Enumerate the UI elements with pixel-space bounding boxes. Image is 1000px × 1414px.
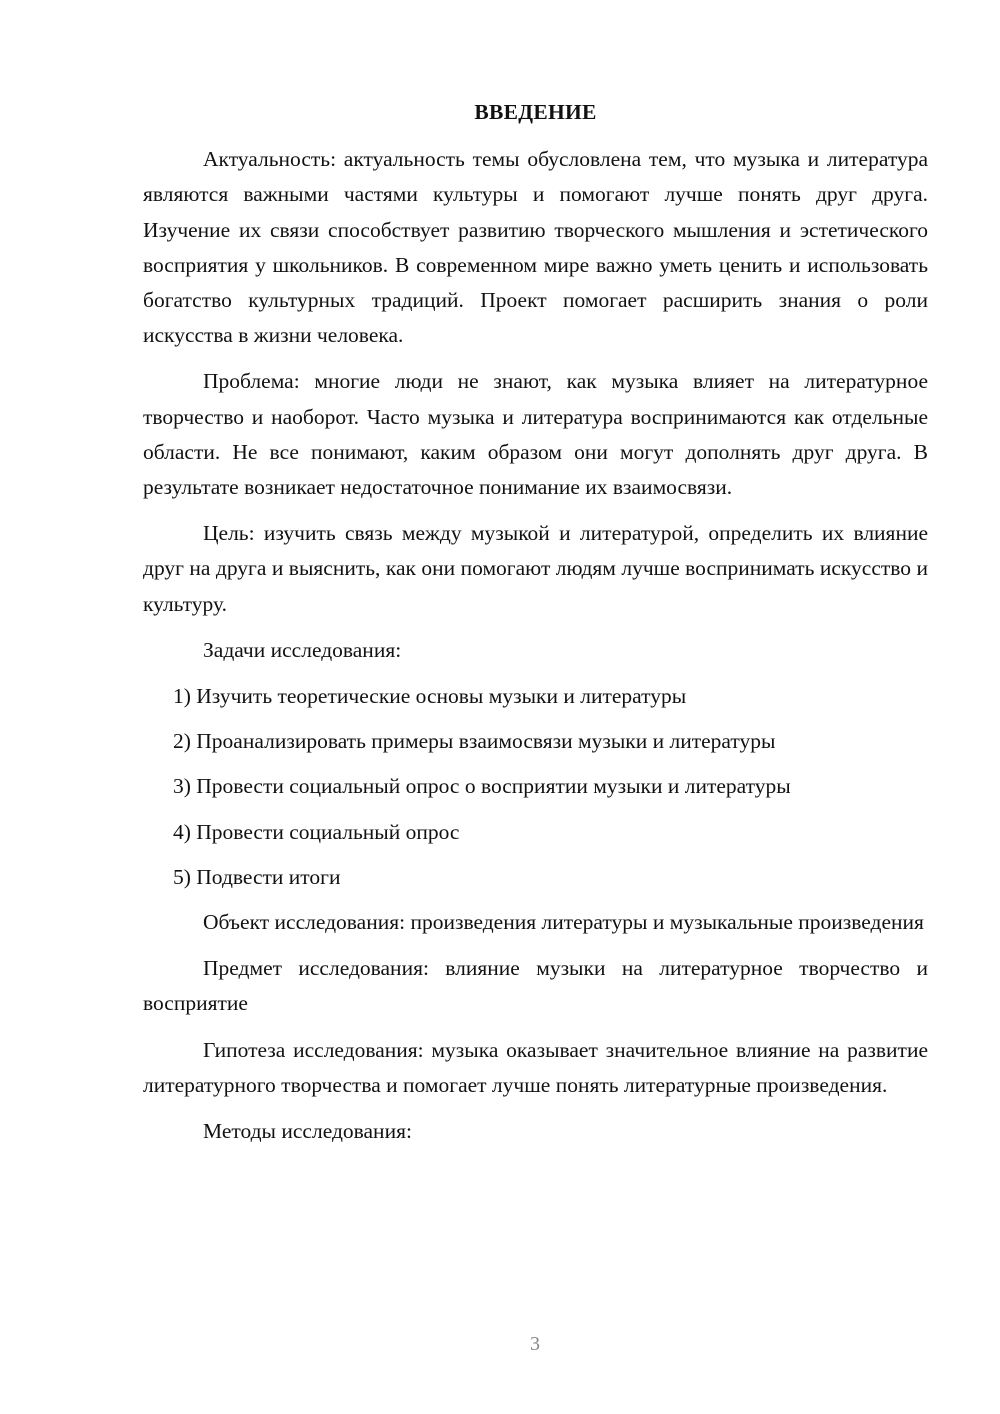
tasks-heading: Задачи исследования: — [203, 637, 402, 662]
task-item: 2) Проанализировать примеры взаимосвязи музыки и литературы — [173, 729, 776, 754]
relevance-paragraph: Актуальность: актуальность темы обусловлена тем, что музыка и литература являются важными частями культуры и помогают лучше понять друг друга. Изучение их связи способствует развитию творческого мышления и эстетического восприятия у школьников. В современном мире важно уметь ценить и использовать богатство культурных традиций. Проект помогает расширить знания о роли искусства в жизни человека. — [143, 147, 928, 348]
tasks-list — [143, 679, 928, 895]
page-number: 3 — [530, 1333, 540, 1355]
document-page — [143, 95, 928, 1160]
task-item: 3) Провести социальный опрос о восприятии музыки и литературы — [173, 774, 791, 799]
problem-paragraph: Проблема: многие люди не знают, как музыка влияет на литературное творчество и наоборот. Часто музыка и литература воспринимаются как отдельные области. Не все понимают, каким образом они могут дополнять друг друга. В результате возникает недостаточное понимание их взаимосвязи. — [143, 369, 928, 500]
section-title: ВВЕДЕНИЕ — [474, 100, 597, 124]
methods-heading: Методы исследования: — [203, 1119, 412, 1144]
task-item: 1) Изучить теоретические основы музыки и литературы — [173, 684, 687, 709]
task-item: 5) Подвести итоги — [173, 864, 341, 889]
goal-paragraph: Цель: изучить связь между музыкой и литературой, определить их влияние друг на друга и выяснить, как они помогают людям лучше воспринимать искусство и культуру. — [143, 521, 928, 616]
hypothesis-paragraph: Гипотеза исследования: музыка оказывает значительное влияние на развитие литературного творчества и помогает лучше понять литературные произведения. — [143, 1037, 928, 1097]
object-paragraph: Объект исследования: произведения литературы и музыкальные произведения — [203, 910, 924, 935]
subject-paragraph: Предмет исследования: влияние музыки на литературное творчество и восприятие — [143, 956, 928, 1016]
task-item: 4) Провести социальный опрос — [173, 819, 460, 844]
